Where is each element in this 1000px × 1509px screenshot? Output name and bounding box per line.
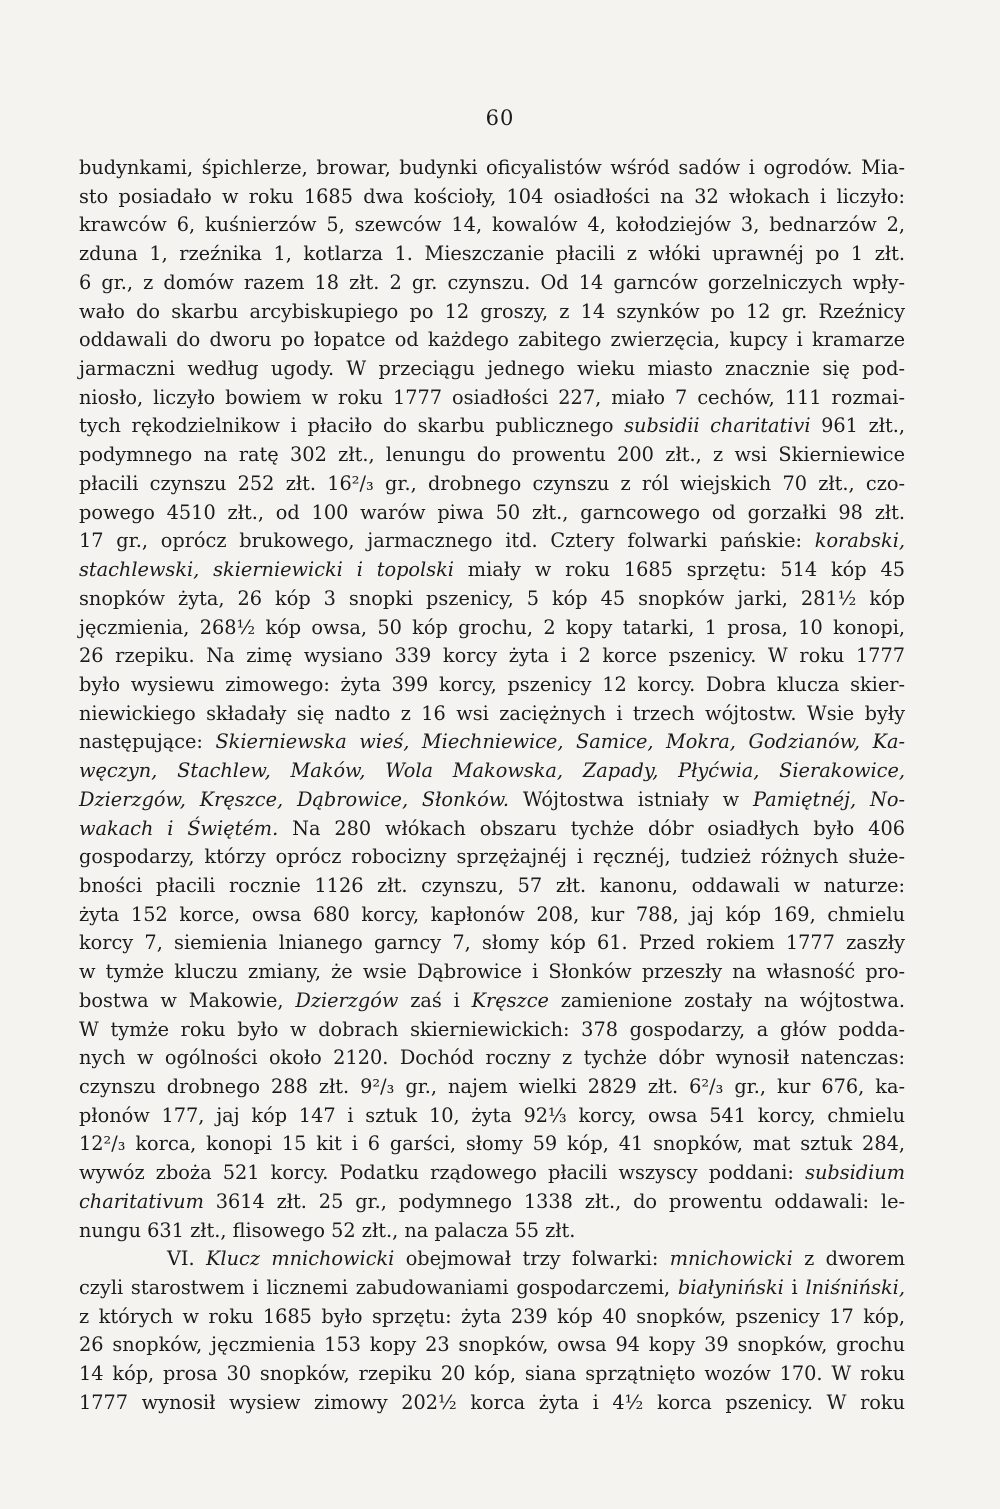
line-text: płacili czynszu 252 złt. 16²/₃ gr., drobnego czynszu z ról wiejskich 70 złt., czo- [79,471,905,495]
body-text [79,154,905,1418]
italic-text: białyniński [677,1276,784,1300]
text-line [79,1389,905,1418]
text-line [79,728,905,757]
italic-text: subsidium [805,1161,905,1185]
line-text: z których w roku 1685 było sprzętu: żyta 239 kóp 40 snopków, pszenicy 17 kóp, [79,1304,905,1328]
text-line [79,269,905,298]
text-line [79,843,905,872]
text-line [79,355,905,384]
line-text: następujące: [79,730,216,754]
text-line [79,585,905,614]
text-line [79,470,905,499]
line-text: było wysiewu zimowego: żyta 399 korcy, pszenicy 12 korcy. Dobra klucza skier- [79,672,905,696]
line-text: 3614 złt. 25 gr., podymnego 1338 złt., do prowentu oddawali: le- [203,1189,905,1213]
italic-text: Dzierzgów, Kręszce, Dąbrowice, Słonków. [79,787,510,811]
line-text: zduna 1, rzeźnika 1, kotlarza 1. Mieszczanie płacili z włóki uprawnéj po 1 złt. [79,242,905,266]
line-text: żyta 152 korce, owsa 680 korcy, kapłonów 208, kur 788, jaj kóp 169, chmielu [79,902,905,926]
italic-text: charitativum [79,1189,204,1213]
line-text: niosło, liczyło bowiem w roku 1777 osiadłości 227, miało 7 cechów, 111 rozmai- [79,385,905,409]
text-line [79,154,905,183]
page-number: 60 [485,106,515,130]
line-text: 6 gr., z domów razem 18 złt. 2 gr. czynszu. Od 14 garnców gorzelniczych wpły- [79,270,905,294]
line-text: nungu 631 złt., flisowego 52 złt., na palacza 55 złt. [79,1218,576,1242]
line-text: snopków żyta, 26 kóp 3 snopki pszenicy, 5 kóp 45 snopków jarki, 281½ kóp [79,586,905,610]
text-line [79,872,905,901]
text-line [79,901,905,930]
italic-text: korabski, [814,529,905,553]
italic-text: lniśniński, [805,1276,905,1300]
text-line [79,556,905,585]
text-line [79,815,905,844]
text-line [79,211,905,240]
text-line [79,614,905,643]
text-line [79,1331,905,1360]
line-text: tych rękodzielnikow i płaciło do skarbu publicznego [79,414,625,438]
line-text: wało do skarbu arcybiskupiego po 12 groszy, z 14 szynków po 12 gr. Rzeźnicy [79,299,905,323]
line-text: 26 rzepiku. Na zimę wysiano 339 korcy żyta i 2 korce pszenicy. W roku 1777 [79,644,905,668]
line-text: powego 4510 złt., od 100 warów piwa 50 złt., garncowego od gorzałki 98 złt. [79,500,905,524]
text-line [79,671,905,700]
text-line [79,929,905,958]
text-line [79,527,905,556]
line-text: korcy 7, siemienia lnianego garncy 7, słomy kóp 61. Przed rokiem 1777 zaszły [79,931,905,955]
line-text: budynkami, śpichlerze, browar, budynki oficyalistów wśród sadów i ogrodów. Mia- [79,156,905,179]
text-line [79,298,905,327]
text-line [79,1044,905,1073]
text-line [79,240,905,269]
line-text: czyli starostwem i licznemi zabudowaniami gospodarczemi, [79,1276,678,1300]
line-text: 1777 wynosił wysiew zimowy 202½ korca żyta i 4½ korca pszenicy. W roku [79,1390,905,1414]
italic-text: subsidii charitativi [624,414,811,438]
italic-text: wakach i Świętém. [79,816,279,840]
text-line [79,499,905,528]
line-text: gospodarzy, którzy oprócz robocizny sprzężajnéj i ręcznéj, tudzież różnych służe- [79,845,905,869]
text-line [79,183,905,212]
text-line [79,1016,905,1045]
text-line [79,412,905,441]
line-text: krawców 6, kuśnierzów 5, szewców 14, kowalów 4, kołodziejów 3, bednarzów 2, [79,213,905,237]
line-text: w tymże kluczu zmiany, że wsie Dąbrowice i Słonków przeszły na własność pro- [79,960,905,984]
line-text: z dworem [792,1247,905,1271]
italic-text: mnichowicki [669,1247,793,1271]
text-line [79,1159,905,1188]
line-text: miały w roku 1685 sprzętu: 514 kóp 45 [453,558,905,582]
text-line [79,326,905,355]
italic-text: Klucz mnichowicki [206,1247,395,1271]
line-text: zaś i [398,988,472,1012]
line-text: 26 snopków, jęczmienia 153 kopy 23 snopków, owsa 94 kopy 39 snopków, grochu [79,1333,905,1357]
line-text: bności płacili rocznie 1126 złt. czynszu, 57 złt. kanonu, oddawali w naturze: [79,873,905,897]
text-line [79,441,905,470]
line-text: podymnego na ratę 302 złt., lenungu do prowentu 200 złt., z wsi Skierniewice [79,443,905,467]
line-text: VI. [167,1247,207,1271]
line-text: zamienione zostały na wójtostwa. [548,988,905,1012]
line-text: niewickiego składały się nadto z 16 wsi zaciężnych i trzech wójtostw. Wsie były [79,701,905,725]
text-line [79,1130,905,1159]
line-text: i [783,1276,806,1300]
text-line [79,1245,905,1274]
text-line [79,1360,905,1389]
text-line [79,1102,905,1131]
italic-text: węczyn, Stachlew, Maków, Wola Makowska, Zapady, Płyćwia, Sierakowice, [79,759,905,783]
text-line [79,384,905,413]
line-text: Na 280 włókach obszaru tychże dóbr osiadłych było 406 [278,816,905,840]
text-line [79,1188,905,1217]
italic-text: Skierniewska wieś, Miechniewice, Samice, Mokra, Godzianów, Ka- [215,730,905,754]
line-text: nych w ogólności około 2120. Dochód roczny z tychże dóbr wynosił natenczas: [79,1046,905,1070]
text-line [79,958,905,987]
italic-text: Pamiętnéj, No- [753,787,905,811]
text-line [79,1274,905,1303]
line-text: 17 gr., oprócz brukowego, jarmacznego itd. Cztery folwarki pańskie: [79,529,815,553]
text-line [79,987,905,1016]
line-text: wywóz zboża 521 korcy. Podatku rządowego płacili wszyscy poddani: [79,1161,806,1185]
text-line [79,1073,905,1102]
line-text: Wójtostwa istniały w [509,787,754,811]
line-text: sto posiadało w roku 1685 dwa kościoły, 104 osiadłości na 32 włokach i liczyło: [79,184,905,208]
text-line [79,1303,905,1332]
line-text: płonów 177, jaj kóp 147 i sztuk 10, żyta 92⅓ korcy, owsa 541 korcy, chmielu [79,1103,905,1127]
line-text: jarmaczni według ugody. W przeciągu jednego wieku miasto znacznie się pod- [79,357,905,381]
text-line [79,700,905,729]
line-text: czynszu drobnego 288 złt. 9²/₃ gr., najem wielki 2829 złt. 6²/₃ gr., kur 676, ka- [79,1075,905,1098]
line-text: bostwa w Makowie, [79,988,296,1012]
text-line [79,757,905,786]
line-text: W tymże roku było w dobrach skierniewickich: 378 gospodarzy, a głów podda- [79,1017,905,1041]
italic-text: stachlewski, skierniewicki i topolski [79,558,454,582]
italic-text: Dzierzgów [295,988,399,1012]
line-text: 961 złt., [810,414,905,438]
line-text: 12²/₃ korca, konopi 15 kit i 6 garści, słomy 59 kóp, 41 snopków, mat sztuk 284, [79,1132,905,1156]
text-line [79,1217,905,1246]
line-text: jęczmienia, 268½ kóp owsa, 50 kóp grochu, 2 kopy tatarki, 1 prosa, 10 konopi, [79,615,905,639]
line-text: oddawali do dworu po łopatce od każdego zabitego zwierzęcia, kupcy i kramarze [79,328,905,352]
line-text: 14 kóp, prosa 30 snopków, rzepiku 20 kóp, siana sprzątnięto wozów 170. W roku [79,1362,905,1386]
text-line [79,786,905,815]
italic-text: Kręszce [471,988,549,1012]
line-text: obejmował trzy folwarki: [394,1247,670,1271]
text-line [79,642,905,671]
